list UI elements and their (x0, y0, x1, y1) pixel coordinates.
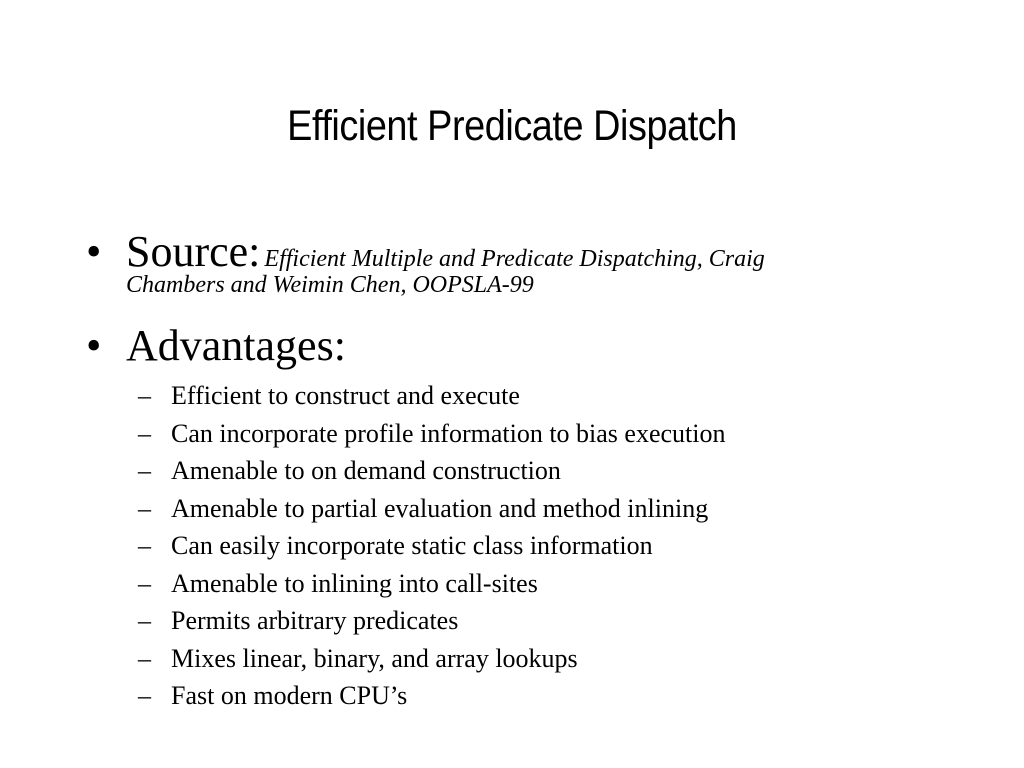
advantage-text: Mixes linear, binary, and array lookups (171, 644, 578, 673)
advantage-text: Efficient to construct and execute (171, 381, 520, 410)
advantage-text: Amenable to inlining into call-sites (171, 569, 538, 598)
advantages-label: Advantages: (126, 321, 346, 370)
dash-marker: – (138, 456, 151, 485)
advantage-text: Fast on modern CPU’s (171, 681, 408, 710)
dash-marker: – (138, 494, 151, 523)
advantage-text: Amenable to on demand construction (171, 456, 561, 485)
source-label: Source: (126, 227, 261, 276)
dash-marker: – (138, 606, 151, 635)
source-citation-line1: Efficient Multiple and Predicate Dispatching, Craig (264, 246, 765, 272)
dash-marker: – (138, 419, 151, 448)
source-citation-line2: Chambers and Weimin Chen, OOPSLA-99 (126, 272, 534, 298)
bullet-dot: • (86, 321, 102, 370)
source-line1 (126, 228, 765, 276)
slide-title: Efficient Predicate Dispatch (287, 102, 737, 150)
advantage-text: Can easily incorporate static class information (171, 531, 653, 560)
advantage-text: Permits arbitrary predicates (171, 606, 459, 635)
dash-marker: – (138, 644, 151, 673)
advantage-text: Can incorporate profile information to bias execution (171, 419, 726, 448)
dash-marker: – (138, 531, 151, 560)
dash-marker: – (138, 681, 151, 710)
bullet-dot: • (86, 227, 102, 276)
dash-marker: – (138, 381, 151, 410)
advantage-text: Amenable to partial evaluation and method inlining (171, 494, 709, 523)
dash-marker: – (138, 569, 151, 598)
